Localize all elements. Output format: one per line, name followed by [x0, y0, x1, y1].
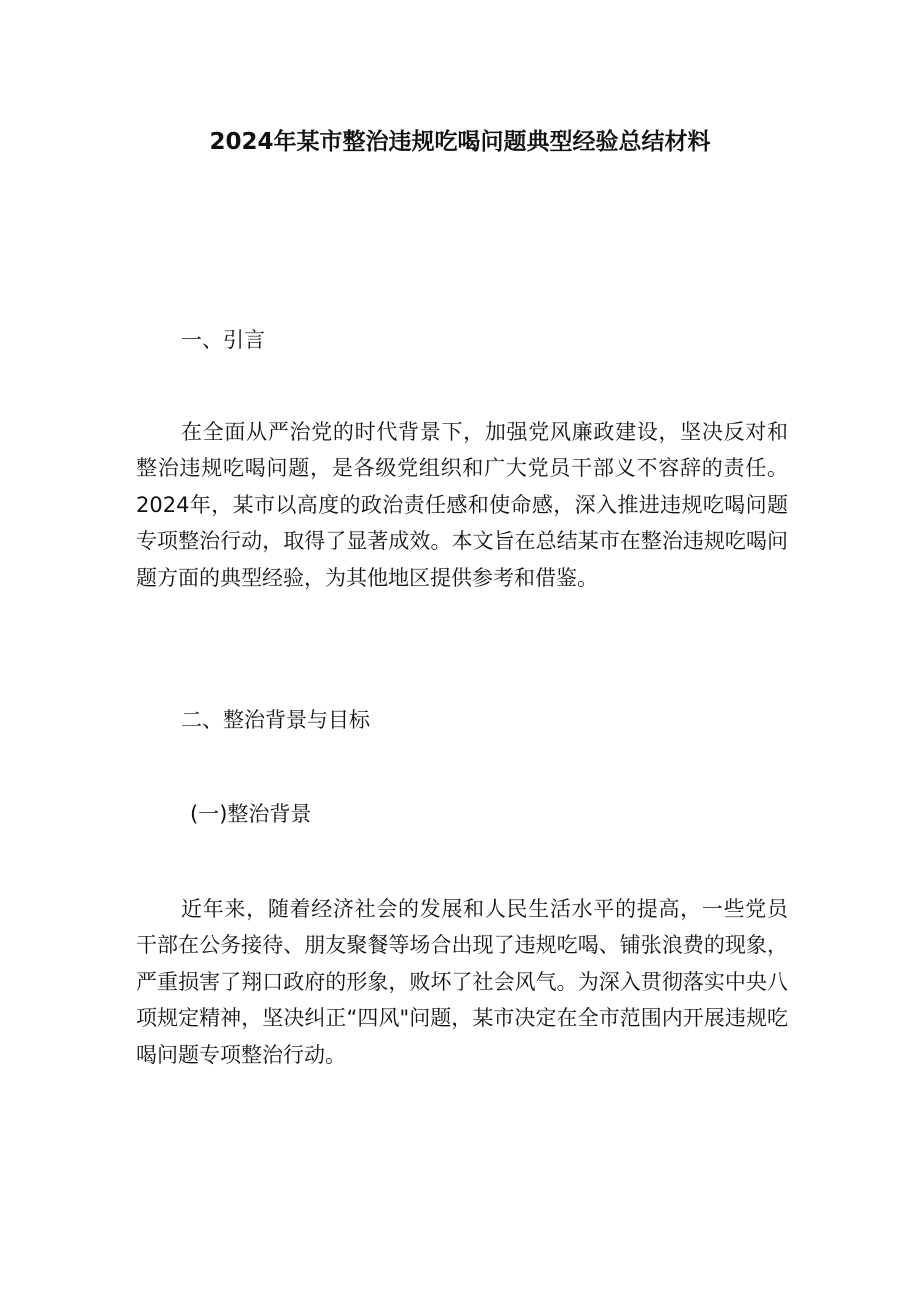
section-heading-introduction: 一、引言 — [181, 328, 265, 352]
introduction-paragraph: 在全面从严治党的时代背景下，加强党风廉政建设，坚决反对和整治违规吃喝问题，是各级党组织和广大党员干部义不容辞的责任。2024年，某市以高度的政治责任感和使命感，深入推进违规吃喝问题专项整治行动，取得了显著成效。本文旨在总结某市在整治违规吃喝问题方面的典型经验，为其他地区提供参考和借鉴。 — [136, 420, 788, 590]
background-paragraph: 近年来，随着经济社会的发展和人民生活水平的提高，一些党员干部在公务接待、朋友聚餐等场合出现了违规吃喝、铺张浪费的现象，严重损害了翔口政府的形象，败坏了社会风气。为深入贯彻落实中央八项规定精神，坚决纠正“四风"问题，某市决定在全市范围内开展违规吃喝问题专项整治行动。 — [136, 897, 788, 1067]
section-heading-background-goals: 二、整治背景与目标 — [181, 708, 370, 732]
subsection-heading-background: (一)整治背景 — [190, 802, 312, 826]
document-title: 2024年某市整治违规吃喝问题典型经验总结材料 — [209, 129, 711, 155]
